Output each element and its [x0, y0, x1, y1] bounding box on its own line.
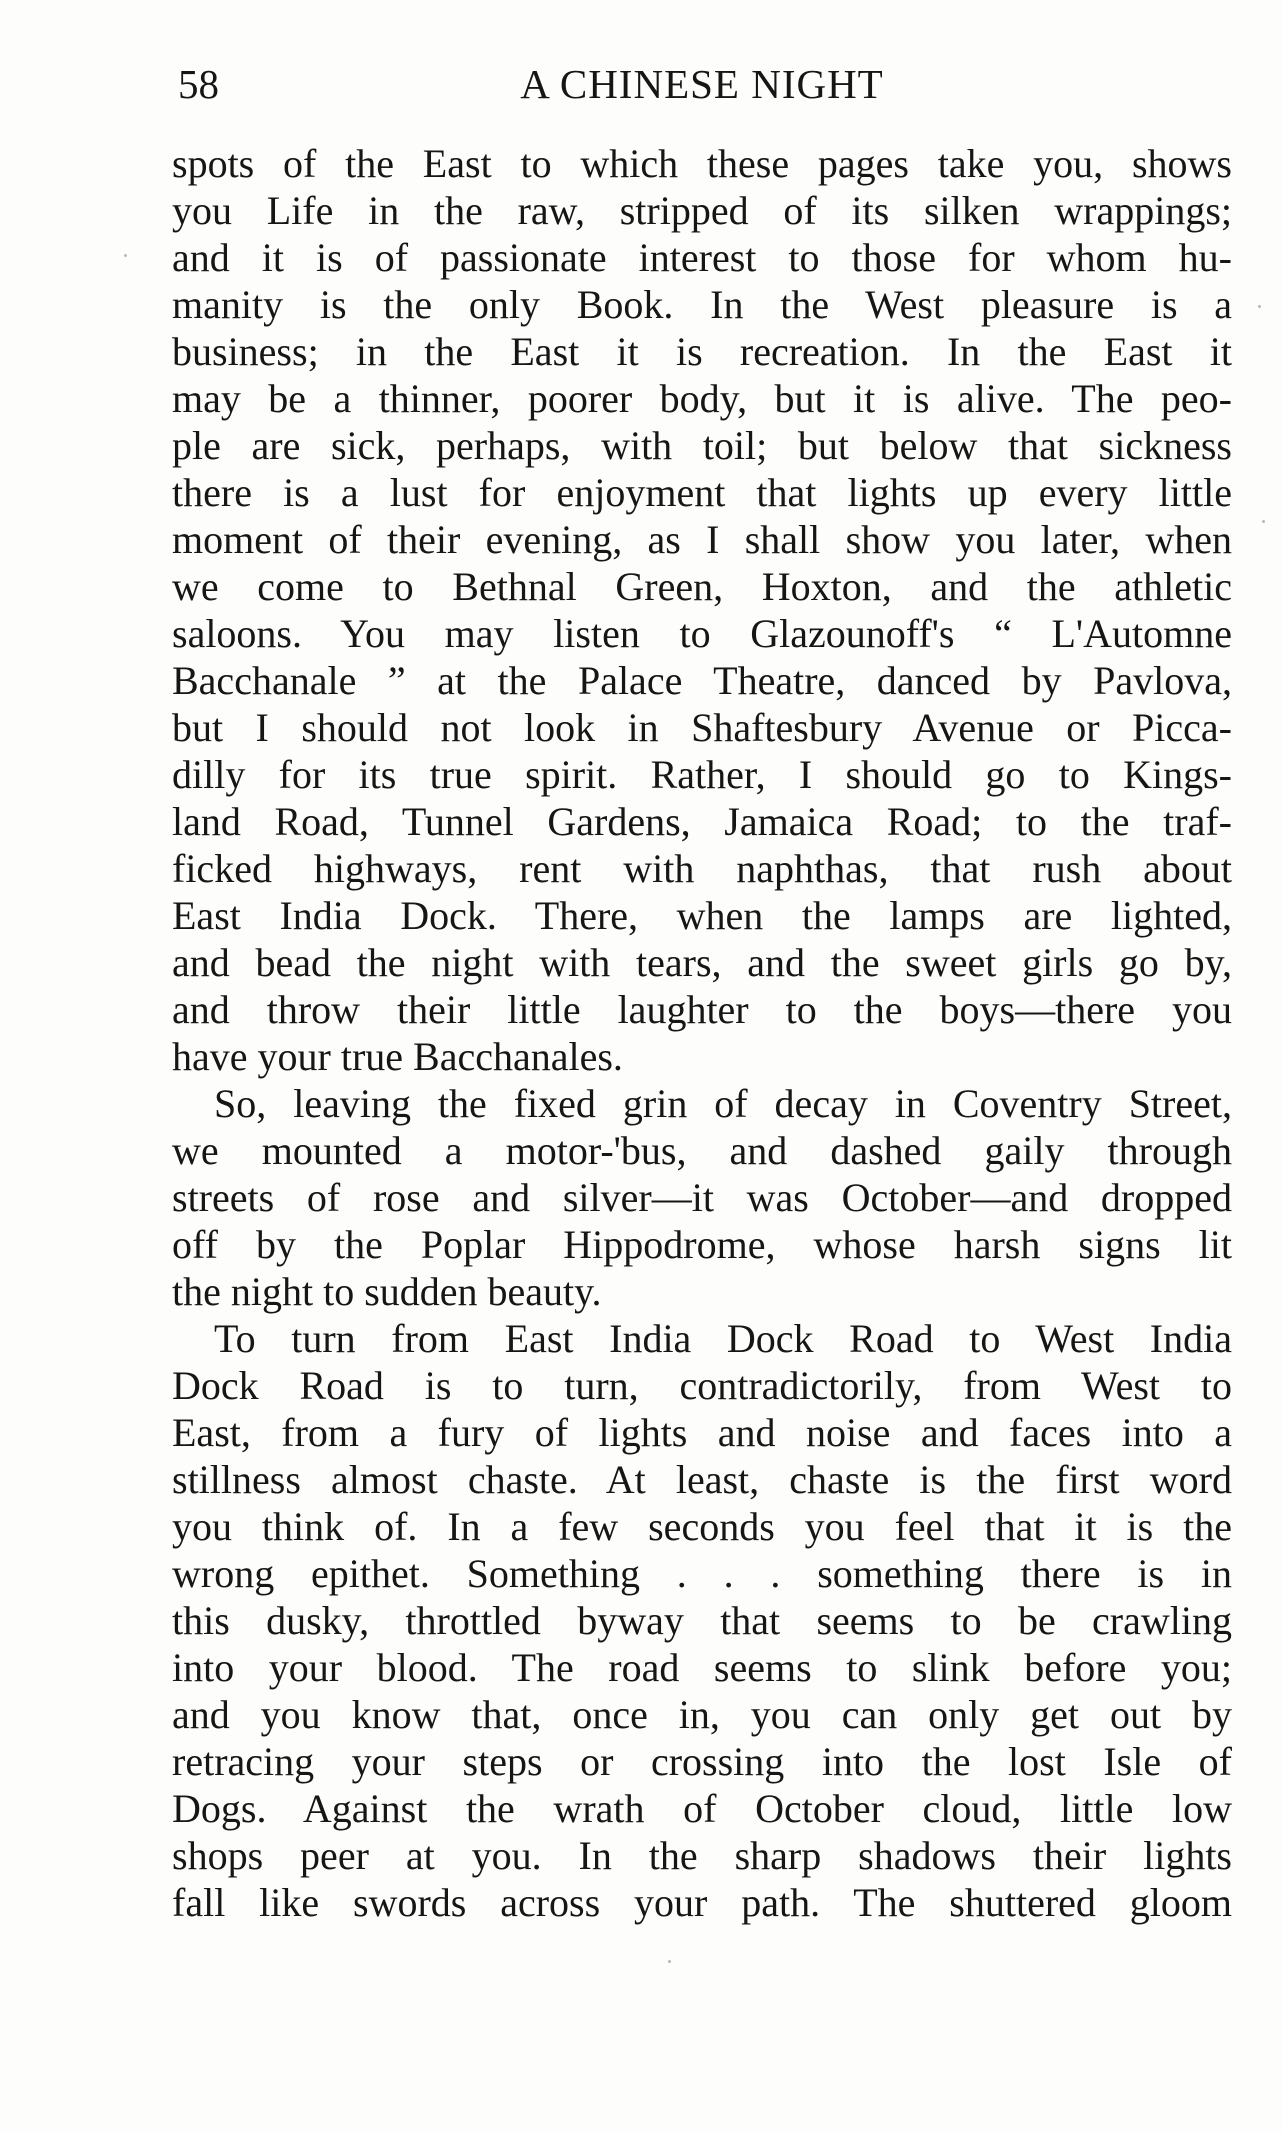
text-line: we come to Bethnal Green, Hoxton, and the athletic — [172, 564, 1232, 609]
text-line: land Road, Tunnel Gardens, Jamaica Road; to the traf- — [172, 799, 1232, 844]
text-line: stillness almost chaste. At least, chaste is the first word — [172, 1457, 1232, 1502]
scan-speck — [1262, 520, 1265, 523]
paragraph — [172, 1080, 1232, 1315]
text-line: but I should not look in Shaftesbury Avenue or Picca- — [172, 705, 1232, 750]
text-line: may be a thinner, poorer body, but it is alive. The peo- — [172, 376, 1232, 421]
body-text — [172, 140, 1232, 1926]
scan-speck — [668, 1960, 671, 1963]
text-line: spots of the East to which these pages take you, shows — [172, 141, 1232, 186]
text-line: fall like swords across your path. The shuttered gloom — [172, 1880, 1232, 1925]
text-line: and you know that, once in, you can only get out by — [172, 1692, 1232, 1737]
text-line: retracing your steps or crossing into the lost Isle of — [172, 1739, 1232, 1784]
text-line: streets of rose and silver—it was October—and dropped — [172, 1175, 1232, 1220]
scan-speck — [124, 254, 127, 257]
text-line: and throw their little laughter to the boys—there you — [172, 987, 1232, 1032]
paragraph — [172, 1315, 1232, 1926]
scan-speck — [1258, 305, 1261, 308]
text-line: manity is the only Book. In the West pleasure is a — [172, 282, 1232, 327]
page-number: 58 — [178, 61, 219, 107]
text-line: Bacchanale ” at the Palace Theatre, danced by Pavlova, — [172, 658, 1232, 703]
text-line: and it is of passionate interest to those for whom hu- — [172, 235, 1232, 280]
text-line: Dogs. Against the wrath of October cloud, little low — [172, 1786, 1232, 1831]
text-line: into your blood. The road seems to slink before you; — [172, 1645, 1232, 1690]
text-line: dilly for its true spirit. Rather, I should go to Kings- — [172, 752, 1232, 797]
text-line: and bead the night with tears, and the sweet girls go by, — [172, 940, 1232, 985]
page-header — [172, 58, 1232, 110]
text-line: To turn from East India Dock Road to West India — [214, 1316, 1232, 1361]
text-line: saloons. You may listen to Glazounoff's “ L'Automne — [172, 611, 1232, 656]
text-line: you Life in the raw, stripped of its silken wrappings; — [172, 188, 1232, 233]
text-line: ple are sick, perhaps, with toil; but below that sickness — [172, 423, 1232, 468]
text-line: have your true Bacchanales. — [172, 1034, 623, 1079]
paragraph — [172, 140, 1232, 1080]
running-title: A CHINESE NIGHT — [520, 61, 884, 107]
text-line: East, from a fury of lights and noise and faces into a — [172, 1410, 1232, 1455]
text-line: you think of. In a few seconds you feel that it is the — [172, 1504, 1232, 1549]
text-line: the night to sudden beauty. — [172, 1269, 602, 1314]
text-line: East India Dock. There, when the lamps are lighted, — [172, 893, 1232, 938]
text-line: there is a lust for enjoyment that lights up every little — [172, 470, 1232, 515]
text-line: shops peer at you. In the sharp shadows their lights — [172, 1833, 1232, 1878]
text-line: ficked highways, rent with naphthas, that rush about — [172, 846, 1232, 891]
text-line: we mounted a motor-'bus, and dashed gaily through — [172, 1128, 1232, 1173]
text-line: Dock Road is to turn, contradictorily, from West to — [172, 1363, 1232, 1408]
text-line: wrong epithet. Something . . . something there is in — [172, 1551, 1232, 1596]
text-line: So, leaving the fixed grin of decay in Coventry Street, — [214, 1081, 1232, 1126]
text-line: this dusky, throttled byway that seems to be crawling — [172, 1598, 1232, 1643]
text-line: off by the Poplar Hippodrome, whose harsh signs lit — [172, 1222, 1232, 1267]
text-line: business; in the East it is recreation. In the East it — [172, 329, 1232, 374]
text-line: moment of their evening, as I shall show you later, when — [172, 517, 1232, 562]
